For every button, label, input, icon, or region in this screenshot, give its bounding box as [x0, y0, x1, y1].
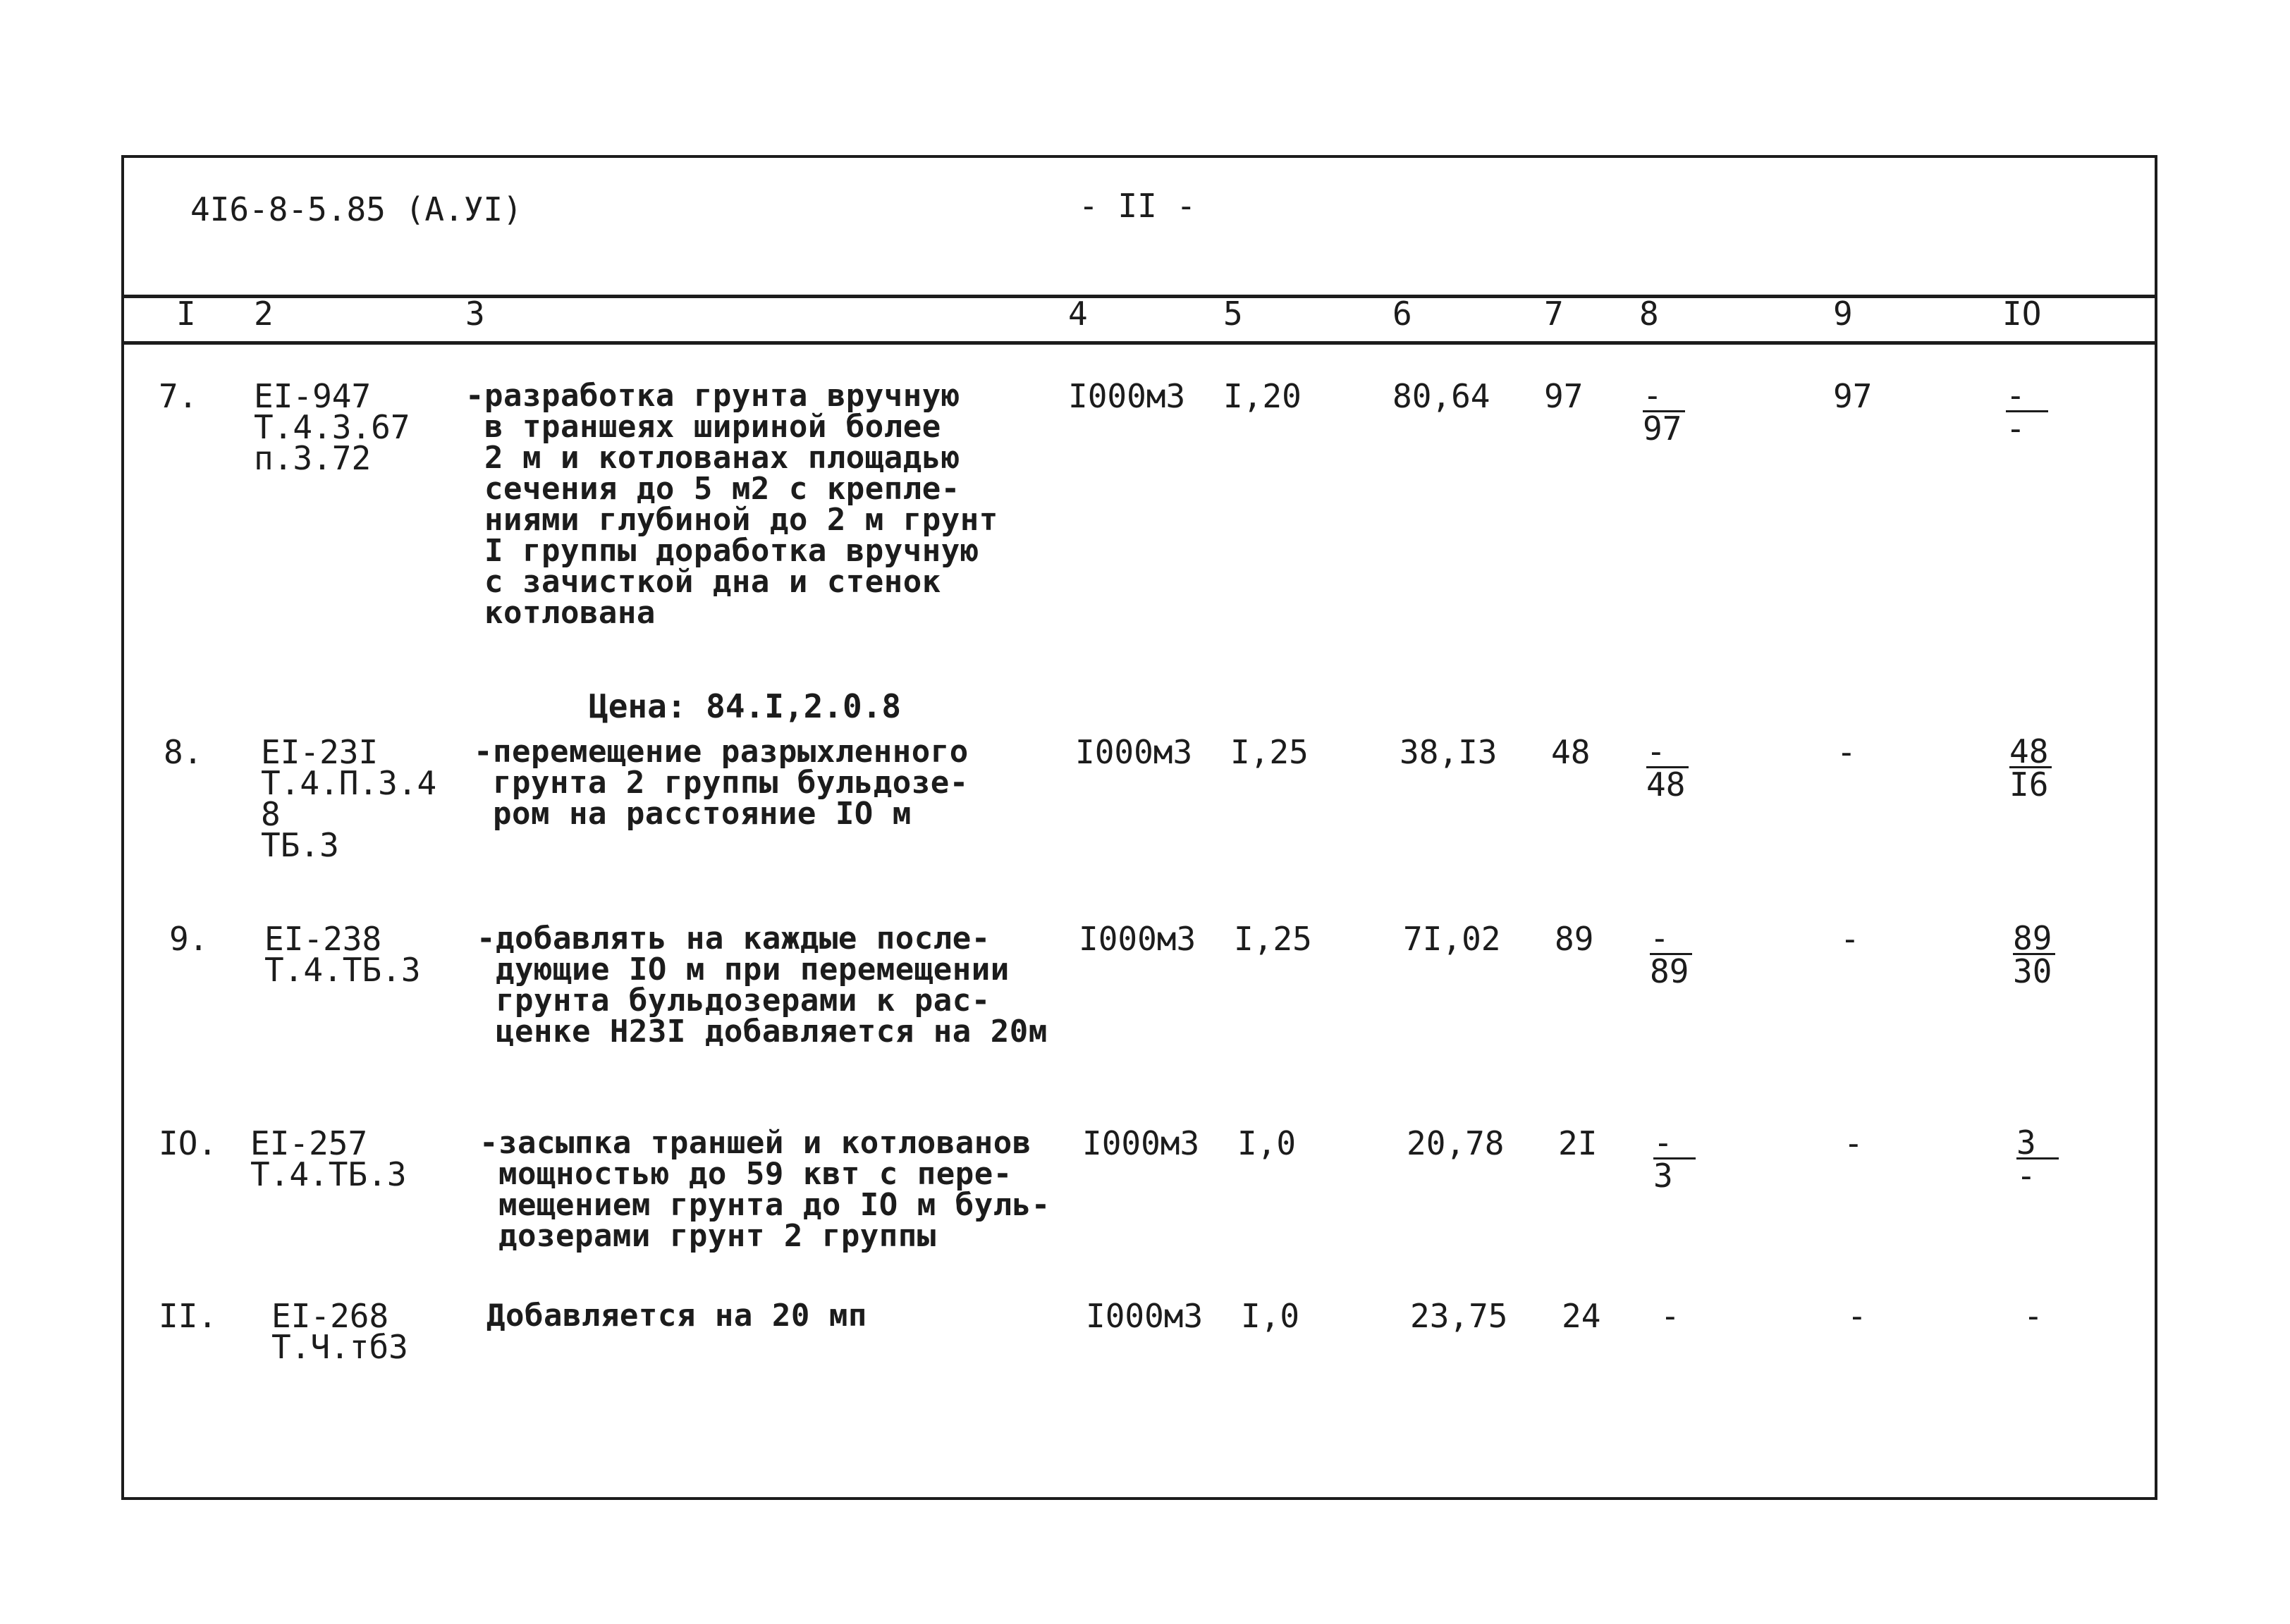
price-note: Цена: 84.I,2.0.8 [589, 687, 902, 725]
col9-value: - [1837, 733, 1856, 771]
row-number: IO. [159, 1124, 218, 1162]
col10-fraction [2006, 376, 2048, 448]
quantity: I,20 [1223, 377, 1302, 415]
unit-price: 20,78 [1407, 1124, 1505, 1162]
col9-value: - [1847, 1297, 1867, 1335]
norm-code: EI-268 Т.Ч.тб3 [271, 1297, 408, 1366]
unit: I000м3 [1082, 1124, 1200, 1162]
total: 24 [1562, 1297, 1601, 1335]
col10-top: 48 [2009, 732, 2049, 770]
row-number: 7. [159, 377, 198, 415]
unit-price: 38,I3 [1400, 733, 1498, 771]
row-number: 9. [169, 920, 209, 958]
quantity: I,25 [1230, 733, 1309, 771]
col9-value: 97 [1833, 377, 1873, 415]
col8-bottom: 48 [1646, 766, 1689, 799]
column-number-2: 2 [254, 295, 274, 333]
unit-price: 23,75 [1410, 1297, 1508, 1335]
work-description: -добавлять на каждые после- дующие IO м при перемещении грунта бульдозерами к рас- ценке H23I добавляется на 20м [477, 921, 1048, 1050]
col10-top: 89 [2013, 919, 2052, 957]
quantity: I,0 [1237, 1124, 1297, 1162]
unit-price: 7I,02 [1403, 920, 1501, 958]
column-number-6: 6 [1392, 295, 1412, 333]
col9-value: - [1840, 920, 1860, 958]
quantity: I,25 [1234, 920, 1312, 958]
norm-code: EI-257 Т.4.ТБ.3 [250, 1124, 407, 1193]
column-number-10: IO [2002, 295, 2042, 333]
col8-bottom: 89 [1650, 953, 1692, 986]
col8-bottom: 3 [1653, 1157, 1696, 1191]
total: 2I [1558, 1124, 1598, 1162]
work-description: Добавляется на 20 мп [486, 1298, 867, 1334]
col10-value: - [2023, 1297, 2043, 1335]
col10-bottom: - [2016, 1157, 2059, 1191]
work-description: -перемещение разрыхленного грунта 2 группы бульдозе- ром на расстояние IO м [474, 734, 969, 832]
unit-price: 80,64 [1392, 377, 1490, 415]
col10-fraction [2013, 919, 2055, 990]
unit: I000м3 [1068, 377, 1186, 415]
unit: I000м3 [1079, 920, 1196, 958]
total: 48 [1551, 733, 1591, 771]
work-description: -разработка грунта вручную в траншеях шириной более 2 м и котлованах площадью сечения до 5 м2 с крепле- ниями глубиной до 2 м грунт I группы доработка вручную с зачисткой дна и стенок котлована [465, 378, 998, 631]
col10-fraction [2009, 732, 2052, 804]
header-rule-bottom [121, 341, 2157, 345]
column-number-7: 7 [1544, 295, 1564, 333]
quantity: I,0 [1241, 1297, 1300, 1335]
row-number: II. [159, 1297, 218, 1335]
col8-top: - [1643, 376, 1663, 414]
col8-fraction [1653, 1124, 1696, 1195]
norm-code: EI-23I Т.4.П.3.4 8 ТБ.3 [261, 733, 437, 864]
col10-top: - [2006, 376, 2026, 414]
col8-top: - [1650, 919, 1670, 957]
column-number-3: 3 [465, 295, 485, 333]
column-number-1: I [176, 295, 196, 333]
column-number-4: 4 [1068, 295, 1088, 333]
norm-code: EI-238 Т.4.ТБ.3 [264, 920, 421, 989]
total: 97 [1544, 377, 1584, 415]
page-number: - II - [1079, 187, 1196, 225]
col8-fraction [1650, 919, 1692, 990]
column-number-8: 8 [1639, 295, 1659, 333]
norm-code: EI-947 Т.4.3.67 п.3.72 [254, 377, 410, 477]
document-code: 4I6-8-5.85 (А.УI) [190, 190, 522, 228]
unit: I000м3 [1075, 733, 1193, 771]
col8-fraction [1646, 732, 1689, 804]
col8-top: - [1646, 732, 1666, 770]
unit: I000м3 [1086, 1297, 1204, 1335]
col8-bottom: 97 [1643, 410, 1685, 443]
col10-top: 3 [2016, 1124, 2036, 1162]
column-number-5: 5 [1223, 295, 1243, 333]
col10-bottom: - [2006, 410, 2048, 443]
col9-value: - [1844, 1124, 1863, 1162]
column-number-9: 9 [1833, 295, 1853, 333]
col10-fraction [2016, 1124, 2059, 1195]
total: 89 [1555, 920, 1594, 958]
col8-top: - [1653, 1124, 1673, 1162]
col10-bottom: 30 [2013, 953, 2055, 986]
work-description: -засыпка траншей и котлованов мощностью до 59 квт с пере- мещением грунта до IO м буль- дозерами грунт 2 группы [479, 1125, 1051, 1254]
col10-bottom: I6 [2009, 766, 2052, 799]
col8-fraction [1643, 376, 1685, 448]
col8-value: - [1660, 1297, 1680, 1335]
row-number: 8. [164, 733, 203, 771]
